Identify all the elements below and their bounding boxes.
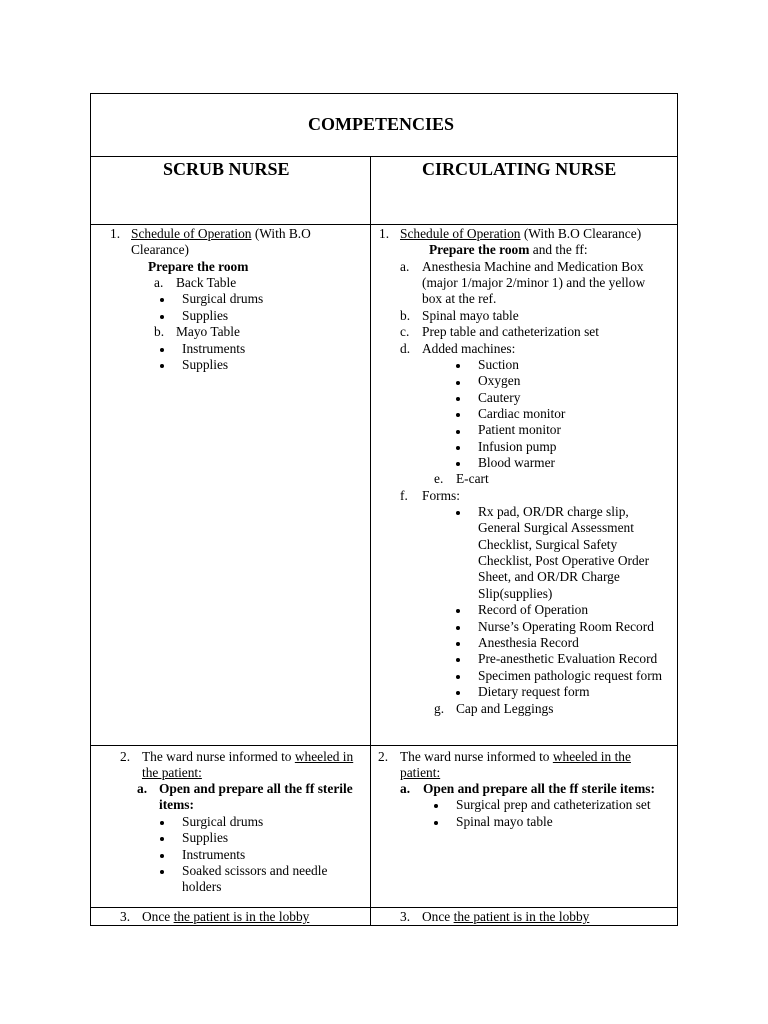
circ-forms-first-line: Checklist, Post Operative Order <box>478 553 650 568</box>
table-border-right <box>677 93 678 926</box>
bullet-icon <box>456 675 460 679</box>
circ-step2-text: The ward nurse informed to wheeled in the <box>400 749 631 764</box>
scrub-mayo-item: Supplies <box>182 357 229 372</box>
circ-forms-first-line: Checklist, Surgical Safety <box>478 537 618 552</box>
circ-sterile-item: Spinal mayo table <box>456 814 553 829</box>
circ-a-marker: a. <box>400 259 410 274</box>
circ-a-line: Anesthesia Machine and Medication Box <box>422 259 644 274</box>
scrub-sterile-item-cont: holders <box>182 879 222 894</box>
bullet-icon <box>160 870 164 874</box>
circ-b-marker: b. <box>400 308 411 323</box>
scrub-sterile-item: Instruments <box>182 847 246 862</box>
circ-step1-number: 1. <box>379 226 390 241</box>
circ-step3-text: Once the patient is in the lobby <box>422 909 590 924</box>
circ-spinal-mayo: Spinal mayo table <box>422 308 519 323</box>
table-border-bottom <box>90 925 678 926</box>
circ-d-marker: d. <box>400 341 411 356</box>
table-column-divider <box>370 156 371 926</box>
bullet-icon <box>456 381 460 385</box>
scrub-mayo-item: Instruments <box>182 341 246 356</box>
bullet-icon <box>160 837 164 841</box>
scrub-prepare-room: Prepare the room <box>148 259 249 274</box>
circ-form-item: Dietary request form <box>478 684 590 699</box>
scrub-step3-number: 3. <box>120 909 131 924</box>
circ-machine-item: Suction <box>478 357 519 372</box>
circ-machine-item: Patient monitor <box>478 422 561 437</box>
bullet-icon <box>456 626 460 630</box>
row-divider-step1 <box>90 745 678 746</box>
scrub-step2-number: 2. <box>120 749 131 764</box>
circ-step1-link: Schedule of Operation <box>400 226 521 241</box>
circ-step2-number: 2. <box>378 749 389 764</box>
bullet-icon <box>160 298 164 302</box>
row-divider-step2 <box>90 907 678 908</box>
circ-forms-first-line: Slip(supplies) <box>478 586 553 601</box>
scrub-back-item: Supplies <box>182 308 229 323</box>
scrub-step1-text-cont: Clearance) <box>131 242 189 257</box>
circ-machine-item: Blood warmer <box>478 455 555 470</box>
circ-prepare-room: Prepare the room and the ff: <box>429 242 588 257</box>
circ-step2a-text: Open and prepare all the ff sterile items: <box>423 781 655 796</box>
table-border-top <box>90 93 678 94</box>
bullet-icon <box>456 462 460 466</box>
scrub-step2-text-cont: the patient: <box>142 765 202 780</box>
circ-prep-table: Prep table and catheterization set <box>422 324 599 339</box>
bullet-icon <box>160 854 164 858</box>
circ-a-line: (major 1/major 2/minor 1) and the yellow <box>422 275 646 290</box>
bullet-icon <box>456 658 460 662</box>
scrub-sterile-item: Supplies <box>182 830 229 845</box>
bullet-icon <box>434 804 438 808</box>
circ-step1-text: Schedule of Operation (With B.O Clearance) <box>400 226 642 241</box>
bullet-icon <box>160 364 164 368</box>
bullet-icon <box>456 413 460 417</box>
scrub-step2a-marker: a. <box>137 781 148 796</box>
scrub-step1-number: 1. <box>110 226 121 241</box>
circ-form-item: Specimen pathologic request form <box>478 668 663 683</box>
circ-g-marker: g. <box>434 701 445 716</box>
bullet-icon <box>456 609 460 613</box>
circ-e-marker: e. <box>434 471 444 486</box>
bullet-icon <box>160 821 164 825</box>
scrub-a-marker: a. <box>154 275 164 290</box>
table-border-left <box>90 93 91 926</box>
bullet-icon <box>456 397 460 401</box>
circ-e-cart: E-cart <box>456 471 489 486</box>
bullet-icon <box>456 511 460 515</box>
circ-step2a-marker: a. <box>400 781 411 796</box>
circ-form-item: Record of Operation <box>478 602 589 617</box>
bullet-icon <box>456 446 460 450</box>
header-scrub-nurse: SCRUB NURSE <box>163 159 290 179</box>
scrub-step3-text: Once the patient is in the lobby <box>142 909 310 924</box>
circ-cap-leggings: Cap and Leggings <box>456 701 554 716</box>
circ-machine-item: Cautery <box>478 390 521 405</box>
circ-step3-number: 3. <box>400 909 411 924</box>
row-divider-header <box>90 224 678 225</box>
bullet-icon <box>456 364 460 368</box>
circ-step2-text-cont: patient: <box>400 765 441 780</box>
scrub-step1-link: Schedule of Operation <box>131 226 252 241</box>
row-divider-title <box>90 156 678 157</box>
scrub-sterile-item: Soaked scissors and needle <box>182 863 328 878</box>
bullet-icon <box>434 821 438 825</box>
scrub-sterile-item: Surgical drums <box>182 814 264 829</box>
bullet-icon <box>160 315 164 319</box>
bullet-icon <box>160 348 164 352</box>
circ-c-marker: c. <box>400 324 410 339</box>
bullet-icon <box>456 642 460 646</box>
circ-forms: Forms: <box>422 488 460 503</box>
scrub-step2-text: The ward nurse informed to wheeled in <box>142 749 354 764</box>
page-title: COMPETENCIES <box>308 114 455 134</box>
scrub-step2a-text: Open and prepare all the ff sterile <box>159 781 353 796</box>
circ-a-line: box at the ref. <box>422 291 497 306</box>
scrub-mayo-table: Mayo Table <box>176 324 240 339</box>
bullet-icon <box>456 691 460 695</box>
header-circulating-nurse: CIRCULATING NURSE <box>422 159 617 179</box>
scrub-back-item: Surgical drums <box>182 291 264 306</box>
scrub-step1-text: Schedule of Operation (With B.O <box>131 226 311 241</box>
circ-forms-first-line: Rx pad, OR/DR charge slip, <box>478 504 629 519</box>
bullet-icon <box>456 430 460 434</box>
circ-machine-item: Cardiac monitor <box>478 406 566 421</box>
circ-added-machines: Added machines: <box>422 341 516 356</box>
circ-forms-first-line: General Surgical Assessment <box>478 520 634 535</box>
circ-sterile-item: Surgical prep and catheterization set <box>456 797 651 812</box>
circ-forms-first-line: Sheet, and OR/DR Charge <box>478 569 620 584</box>
circ-machine-item: Infusion pump <box>478 439 557 454</box>
circ-form-item: Nurse’s Operating Room Record <box>478 619 654 634</box>
circ-machine-item: Oxygen <box>478 373 521 388</box>
scrub-back-table: Back Table <box>176 275 237 290</box>
circ-f-marker: f. <box>400 488 408 503</box>
scrub-step2a-text-cont: items: <box>159 797 194 812</box>
circ-form-item: Anesthesia Record <box>478 635 579 650</box>
scrub-b-marker: b. <box>154 324 165 339</box>
circ-form-item: Pre-anesthetic Evaluation Record <box>478 651 658 666</box>
